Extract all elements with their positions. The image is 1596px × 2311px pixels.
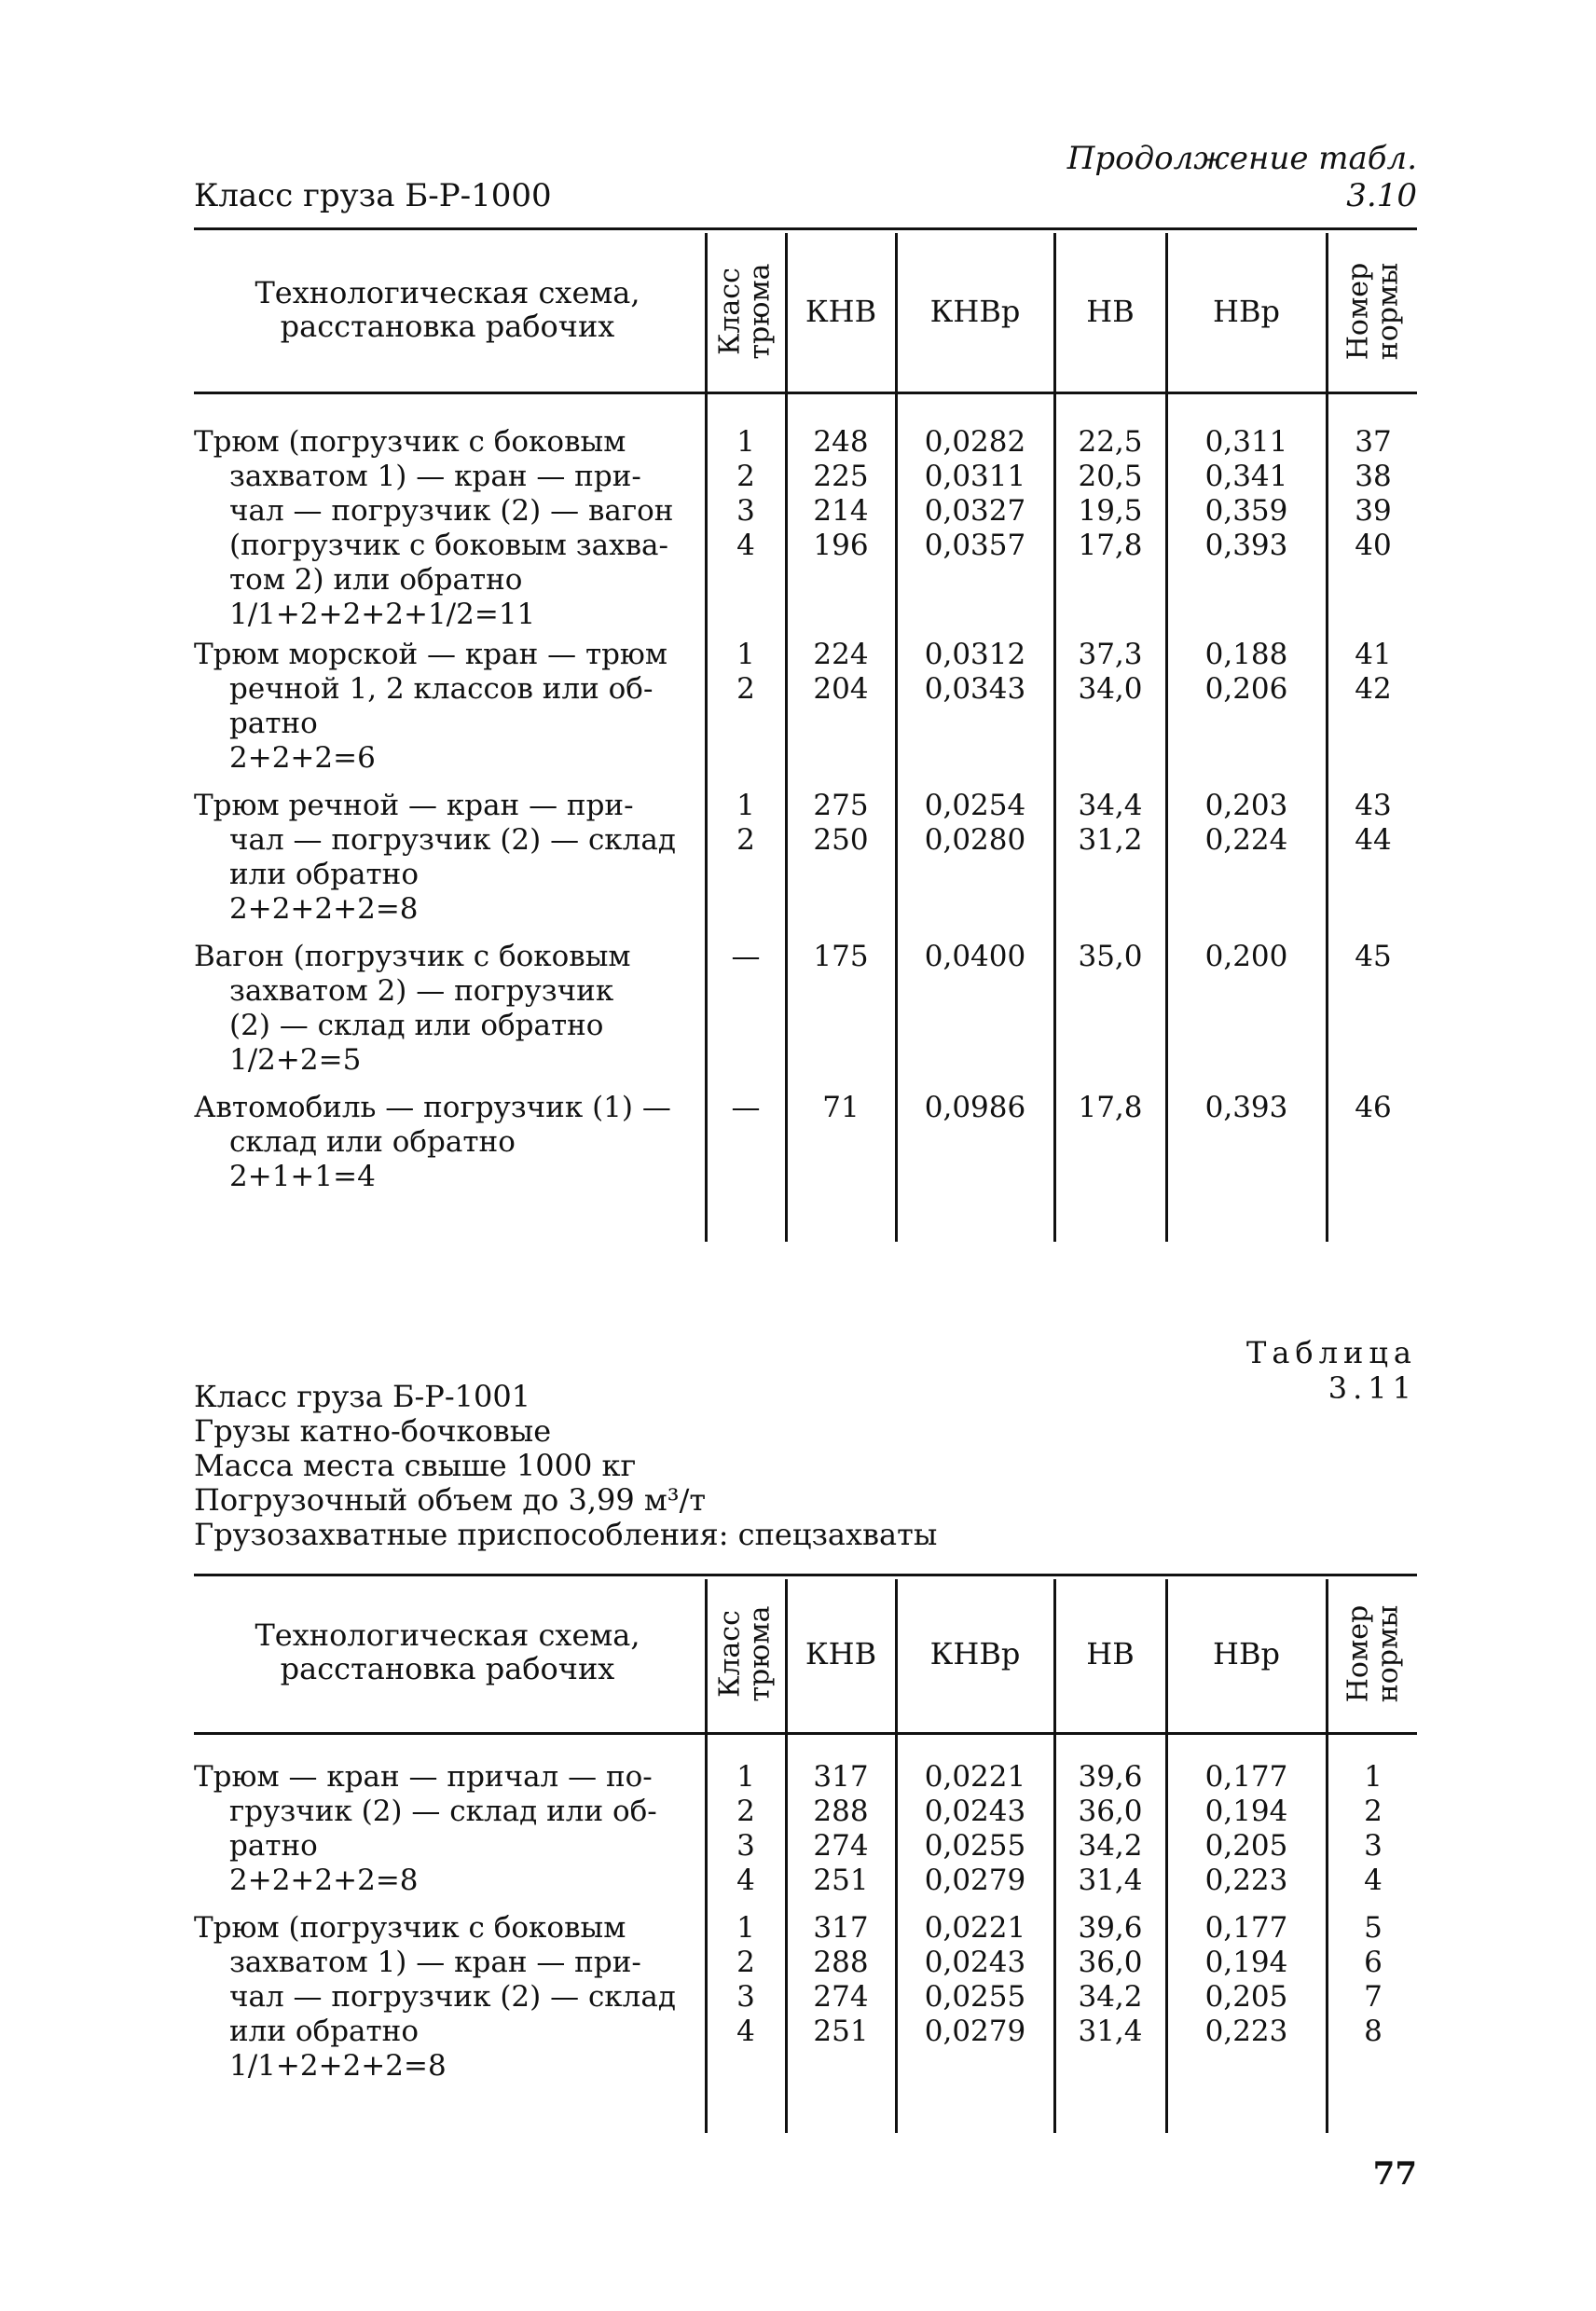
table-row: Автомобиль — погрузчик (1) — склад или обратно 2+1+1=4: [194, 1091, 671, 1193]
nvr-cell: 0,393: [1204, 1091, 1288, 1124]
table2-col-sep: [1326, 1579, 1328, 2133]
table2-col-sep: [705, 1579, 708, 2133]
norm-cell: 37 38 39 40: [1355, 425, 1392, 562]
meta-line: Погрузочный объем до 3,99 м³/т: [194, 1482, 707, 1518]
knvr-cell: 0,0254 0,0280: [924, 789, 1026, 857]
page-number: 77: [1372, 2155, 1417, 2193]
norm-cell: 45: [1355, 940, 1392, 973]
header-knv: КНВ: [805, 294, 877, 329]
knvr-cell: 0,0221 0,0243 0,0255 0,0279: [924, 1911, 1026, 2048]
table2-col-sep: [895, 1579, 898, 2133]
norm-cell: 41 42: [1355, 638, 1392, 706]
meta-line: Грузозахватные приспособления: спецзахваты: [194, 1517, 938, 1552]
continuation-title: Продолжение табл. 3.10: [1066, 140, 1417, 214]
hold-class-cell: 1 2 3 4: [736, 1911, 755, 2048]
meta-line: Грузы катно-бочковые: [194, 1413, 552, 1449]
table2-top-rule: [194, 1574, 1417, 1576]
table1-col-sep: [1326, 233, 1328, 1242]
meta-line: Класс груза Б-Р-1001: [194, 1379, 531, 1414]
nvr-cell: 0,188 0,206: [1204, 638, 1288, 706]
header-knv: КНВ: [805, 1636, 877, 1671]
table-row: Трюм (погрузчик с боковым захватом 1) — кран — при- чал — погрузчик (2) — вагон (погрузчик с боковым захва- том 2) или обратно 1/1+2+2+2+1/2=11: [194, 425, 674, 631]
nvr-cell: 0,177 0,194 0,205 0,223: [1204, 1760, 1288, 1897]
header-knvr: КНВр: [929, 294, 1021, 329]
knv-cell: 248 225 214 196: [813, 425, 869, 562]
knv-cell: 175: [813, 940, 869, 973]
hold-class-cell: 1 2 3 4: [736, 1760, 755, 1897]
knv-cell: 71: [822, 1091, 860, 1124]
header-norm-number: Номер нормы: [1341, 262, 1404, 361]
nv-cell: 34,4 31,2: [1078, 789, 1143, 857]
header-scheme: Технологическая схема, расстановка рабочих: [255, 1617, 640, 1686]
table1-header-rule: [194, 392, 1417, 394]
knv-cell: 224 204: [813, 638, 869, 706]
table2-title: Таблица 3.11: [1246, 1335, 1417, 1406]
knvr-cell: 0,0986: [924, 1091, 1026, 1124]
table-row: Трюм речной — кран — при- чал — погрузчик (2) — склад или обратно 2+2+2+2=8: [194, 789, 676, 926]
meta-line: Масса места свыше 1000 кг: [194, 1448, 637, 1483]
table1-col-sep: [895, 233, 898, 1242]
header-scheme: Технологическая схема, расстановка рабочих: [255, 275, 640, 344]
table2-col-sep: [1053, 1579, 1056, 2133]
knvr-cell: 0,0221 0,0243 0,0255 0,0279: [924, 1760, 1026, 1897]
norm-cell: 43 44: [1355, 789, 1392, 857]
nvr-cell: 0,311 0,341 0,359 0,393: [1204, 425, 1288, 562]
nv-cell: 17,8: [1078, 1091, 1143, 1124]
header-nv: НВ: [1086, 294, 1135, 329]
header-hold-class: Класс трюма: [714, 1605, 777, 1702]
header-norm-number: Номер нормы: [1341, 1604, 1404, 1703]
hold-class-cell: 1 2: [736, 638, 755, 706]
table1-col-sep: [785, 233, 788, 1242]
norm-cell: 5 6 7 8: [1364, 1911, 1383, 2048]
norm-cell: 1 2 3 4: [1364, 1760, 1383, 1897]
knv-cell: 317 288 274 251: [813, 1911, 869, 2048]
table-row: Трюм (погрузчик с боковым захватом 1) — кран — при- чал — погрузчик (2) — склад или обратно 1/1+2+2+2=8: [194, 1911, 676, 2083]
hold-class-cell: —: [731, 940, 761, 973]
table2-meta: [194, 1380, 937, 1552]
table-row: Трюм — кран — причал — по- грузчик (2) — склад или об- ратно 2+2+2+2=8: [194, 1760, 657, 1897]
knv-cell: 317 288 274 251: [813, 1760, 869, 1897]
table1-cargo-class: Класс груза Б-Р-1000: [194, 177, 552, 214]
nv-cell: 37,3 34,0: [1078, 638, 1143, 706]
header-nvr: НВр: [1213, 294, 1280, 329]
table2-header-rule: [194, 1732, 1417, 1735]
nv-cell: 39,6 36,0 34,2 31,4: [1078, 1760, 1143, 1897]
header-knvr: КНВр: [929, 1636, 1021, 1671]
norm-cell: 46: [1355, 1091, 1392, 1124]
table2-col-sep: [1165, 1579, 1168, 2133]
header-nvr: НВр: [1213, 1636, 1280, 1671]
table-row: Вагон (погрузчик с боковым захватом 2) — погрузчик (2) — склад или обратно 1/2+2=5: [194, 940, 631, 1077]
knv-cell: 275 250: [813, 789, 869, 857]
knvr-cell: 0,0312 0,0343: [924, 638, 1026, 706]
header-nv: НВ: [1086, 1636, 1135, 1671]
hold-class-cell: 1 2: [736, 789, 755, 857]
table2-col-sep: [785, 1579, 788, 2133]
nvr-cell: 0,200: [1204, 940, 1288, 973]
nv-cell: 39,6 36,0 34,2 31,4: [1078, 1911, 1143, 2048]
table1-col-sep: [1165, 233, 1168, 1242]
hold-class-cell: 1 2 3 4: [736, 425, 755, 562]
hold-class-cell: —: [731, 1091, 761, 1124]
nv-cell: 35,0: [1078, 940, 1143, 973]
knvr-cell: 0,0400: [924, 940, 1026, 973]
nv-cell: 22,5 20,5 19,5 17,8: [1078, 425, 1143, 562]
table-row: Трюм морской — кран — трюм речной 1, 2 классов или об- ратно 2+2+2=6: [194, 638, 668, 775]
table1-col-sep: [1053, 233, 1056, 1242]
knvr-cell: 0,0282 0,0311 0,0327 0,0357: [924, 425, 1026, 562]
header-hold-class: Класс трюма: [714, 263, 777, 360]
table1-top-rule: [194, 227, 1417, 230]
nvr-cell: 0,203 0,224: [1204, 789, 1288, 857]
nvr-cell: 0,177 0,194 0,205 0,223: [1204, 1911, 1288, 2048]
table1-col-sep: [705, 233, 708, 1242]
